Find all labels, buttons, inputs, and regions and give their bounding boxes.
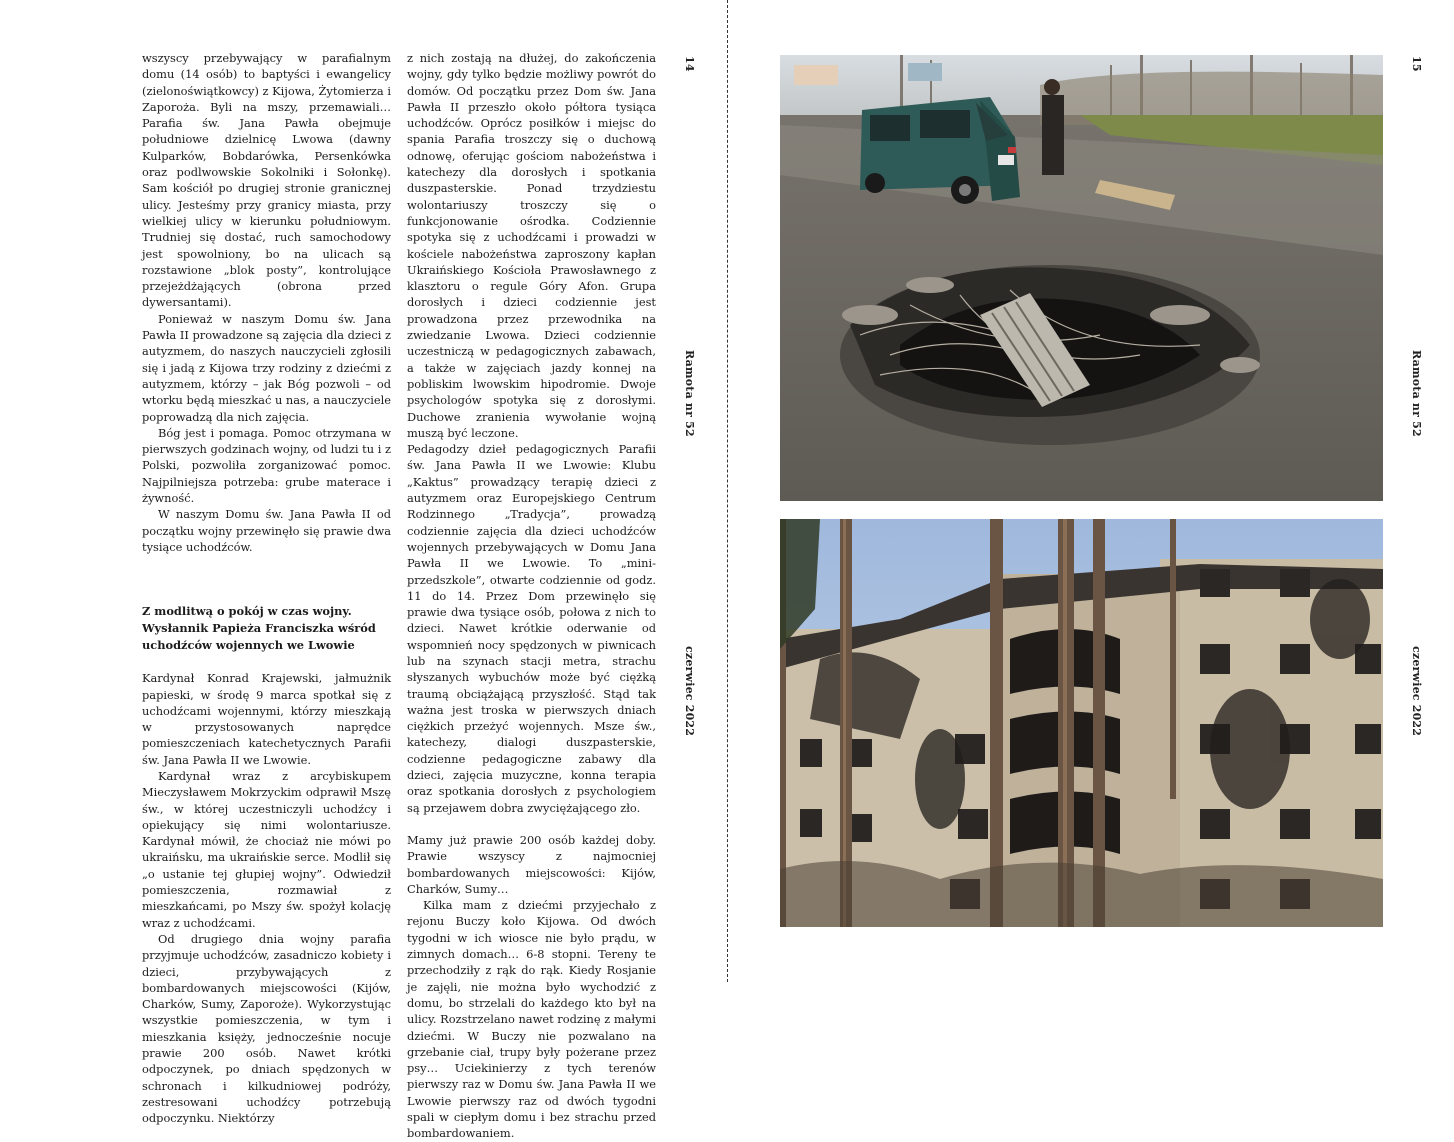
paragraph: Ponieważ w naszym Domu św. Jana Pawła II prowadzone są zajęcia dla dzieci z autyzmem, do naszych nauczycieli zgłosili się i jadą z Kijowa trzy rodziny z dziećmi z autyzmem, którzy – jak Bóg pozwoli – od wtorku będą mieszkać u nas, a nauczyciele poprowadzą dla nich zajęcia. (142, 311, 391, 424)
page-number: 15 (1410, 56, 1423, 72)
running-title: Ramota nr 52 (1410, 350, 1423, 437)
page-divider (727, 0, 728, 982)
paragraph: Pedagodzy dzieł pedagogicznych Parafii św. Jana Pawła II we Lwowie: Klubu „Kaktus” prowadzący terapię dzieci z autyzmem oraz Europejskiego Centrum Rodzinnego „Tradycja”, prowadzą codziennie zajęcia dla dzieci uchodźców wojennych przebywających w Domu Jana Pawła II we Lwowie. To „mini-przedszkole”, otwarte codziennie od godz. 11 do 14. Przez Dom przewinęło się prawie dwa tysiące osób, połowa z nich to dzieci. Nawet krótkie oderwanie od wspomnień nocy spędzonych w piwnicach lub na szynach stacji metra, strachu słyszanych wybuchów może być ciężką traumą obciążającą przyszłość. Stąd tak ważna jest troska w pierwszych dniach ciężkich przeżyć wojennych. Msze św., katechezy, dialogi duszpasterskie, codzienne pedagogiczne zabawy dla dzieci, zajęcia muzyczne, konna terapia oraz spotkania dorosłych z psychologiem są przejawem dobra zwyciężającego zło. (407, 442, 656, 815)
text-column-left (142, 50, 391, 1127)
paragraph: Mamy już prawie 200 osób każdej doby. Prawie wszyscy z najmocniej bombardowanych miejscowości: Kijów, Charków, Sumy… (407, 832, 656, 896)
damaged-road-with-van-photo (780, 55, 1383, 501)
page-number: 14 (683, 56, 696, 72)
paragraph: Kardynał Konrad Krajewski, jałmużnik papieski, w środę 9 marca spotkał się z uchodźcami wojennymi, którzy mieszkają w przystosowanych naprędce pomieszczeniach katechetycznych Parafii św. Jana Pawła II we Lwowie. (142, 671, 391, 767)
paragraph: W naszym Domu św. Jana Pawła II od początku wojny przewinęło się prawie dwa tysiące uchodźców. (142, 507, 391, 554)
paragraph: wszyscy przebywający w parafialnym domu (14 osób) to baptyści i ewangelicy (zielonoświątkowcy) z Kijowa, Żytomierza i Zaporoża. Byli na mszy, przemawiali… Parafia św. Jana Pawła obejmuje południowe dzielnicę Lwowa (dawny Kulparków, Bobdarówka, Persenkówka oraz podlwowskie Sokolniki i Sołonkę). Sam kościół po drugiej stronie granicznej ulicy. Jesteśmy przy granicy miasta, przy wielkiej ulicy w kierunku południowym. Trudniej się dostać, ruch samochodowy jest spowolniony, bo na ulicach są rozstawione „blok posty”, kontrolujące przejeżdżających (obrona przed dywersantami). (142, 51, 391, 310)
running-date: czerwiec 2022 (683, 646, 696, 737)
paragraph: Kardynał wraz z arcybiskupem Mieczysławem Mokrzyckim odprawił Mszę św., w której uczestniczyli uchodźcy i opiekujący się nimi wolontariusze. Kardynał mówił, że chociaż nie mówi po ukraińsku, ma ukraińskie serce. Modlił się „o ustanie tej głupiej wojny”. Odwiedził pomieszczenia, rozmawiał z mieszkańcami, po Mszy św. spożył kolację wraz z uchodźcami. (142, 768, 391, 930)
burned-apartment-building-photo (780, 519, 1383, 927)
paragraph: Bóg jest i pomaga. Pomoc otrzymana w pierwszych godzinach wojny, od ludzi tu i z Polski, pozwoliła zorganizować pomoc. Najpilniejsza potrzeba: grube materace i żywność. (142, 425, 391, 506)
running-title: Ramota nr 52 (683, 350, 696, 437)
paragraph: Od drugiego dnia wojny parafia przyjmuje uchodźców, zasadniczo kobiety i dzieci, przybywających z bombardowanych miejscowości (Kijów, Charków, Sumy, Zaporoże). Wykorzystując wszystkie pomieszczenia, w tym i mieszkania księży, jednocześnie nocuje prawie 200 osób. Nawet krótki odpoczynek, po dniach spędzonych w schronach i kilkudniowej podróży, zestresowani uchodźcy potrzebują odpoczynku. Niektórzy (142, 931, 391, 1126)
paragraph: z nich zostają na dłużej, do zakończenia wojny, gdy tylko będzie możliwy powrót do domów. Od początku przez Dom św. Jana Pawła II przeszło około półtora tysiąca uchodźców. Oprócz posiłków i miejsc do spania Parafia troszczy się o duchową odnowę, oferując gościom nabożeństwa i katechezy dla dorosłych i spotkania duszpasterskie. Ponad trzydziestu wolontariuszy troszczy się o funkcjonowanie ośrodka. Codziennie spotyka się z uchodźcami i prowadzi w kościele nabożeństwa zaproszony kapłan Ukraińskiego Kościoła Prawosławnego z klasztoru o regule Góry Afon. Grupa dorosłych i dzieci codziennie jest prowadzona przez przewodnika na zwiedzanie Lwowa. Dzieci codziennie uczestniczą w pedagogicznych zabawach, a także w zajęciach jazdy konnej na pobliskim lwowskim hipodromie. Dwoje psychologów spotyka się z dorosłymi. Duchowe zranienia wywołanie wojną muszą być leczone. (407, 51, 656, 440)
section-heading: Z modlitwą o pokój w czas wojny. Wysłannik Papieża Franciszka wśród uchodźców wojennych we Lwowie (142, 604, 376, 653)
text-column-right (407, 50, 656, 1142)
running-date: czerwiec 2022 (1410, 646, 1423, 737)
paragraph: Kilka mam z dziećmi przyjechało z rejonu Buczy koło Kijowa. Od dwóch tygodni w ich wiosce nie było prądu, w zimnych domach… 6-8 stopni. Tereny te przechodziły z rąk do rąk. Kiedy Rosjanie je zajęli, nie można było wychodzić z domu, bo strzelali do każdego kto był na ulicy. Rozstrzelano nawet rodzinę z małymi dziećmi. W Buczy nie pozwalano na grzebanie ciał, trupy były pożerane przez psy… Uciekinierzy z tych terenów pierwszy raz w Domu św. Jana Pawła II we Lwowie pierwszy raz od dwóch tygodni spali w ciepłym domu i bez strachu przed bombardowaniem. (407, 898, 656, 1141)
